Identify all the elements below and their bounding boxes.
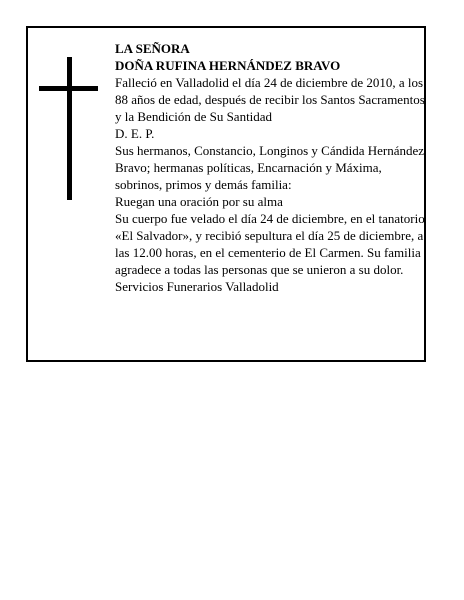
- deceased-name: DOÑA RUFINA HERNÁNDEZ BRAVO: [115, 58, 341, 73]
- death-details: Falleció en Valladolid el día 24 de diciembre de 2010, a los 88 años de edad, después de recibir los Santos Sacramentos y la Bendición de Su Santidad: [115, 75, 425, 124]
- family-list: Sus hermanos, Constancio, Longinos y Cándida Hernández Bravo; hermanas políticas, Encarnación y Máxima, sobrinos, primos y demás familia:: [115, 143, 425, 192]
- cross-horizontal-bar: [39, 86, 98, 91]
- funeral-details: Su cuerpo fue velado el día 24 de diciembre, en el tanatorio «El Salvador», y recibió sepultura el día 25 de diciembre, a las 12.00 horas, en el cementerio de El Carmen. Su familia agradece a todas las personas que se unieron a su dolor.: [115, 211, 425, 277]
- notice-text: [115, 40, 425, 295]
- notice-title: LA SEÑORA: [115, 41, 190, 56]
- prayer-request: Ruegan una oración por su alma: [115, 194, 283, 209]
- funeral-home: Servicios Funerarios Valladolid: [115, 279, 279, 294]
- obituary-notice: [26, 26, 426, 362]
- cross-vertical-bar: [67, 57, 72, 200]
- rip-abbreviation: D. E. P.: [115, 126, 155, 141]
